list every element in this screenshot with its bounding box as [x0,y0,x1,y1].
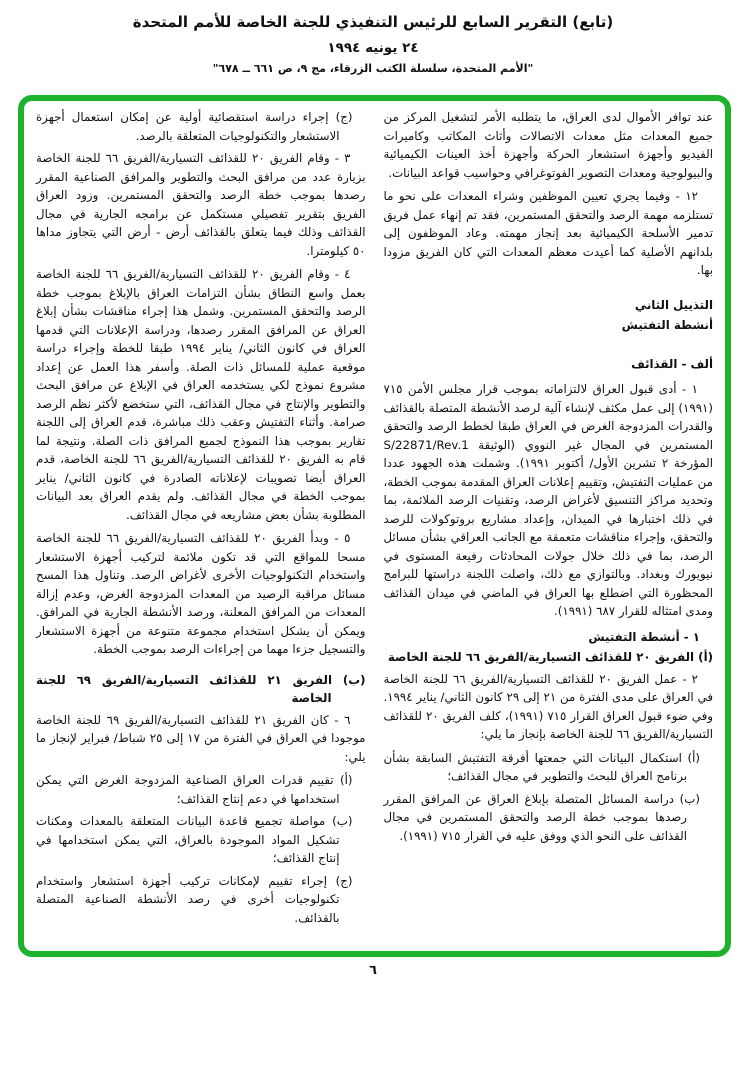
page-number: ٦ [369,963,377,978]
page-header [0,10,746,78]
heading-1-inspection-activities: ١ - أنشطة التفتيش [588,629,700,644]
report-title: (تابع) التقرير السابع للرئيس التنفيذي للجنة الخاصة للأمم المتحدة [132,13,614,31]
heading-inspection-activities: أنشطة التفتيش [621,318,713,332]
paragraph-1: ١ - أدى قبول العراق لالتزاماته بموجب قرار مجلس الأمن ٧١٥ (١٩٩١) إلى عمل مكثف لإنشاء آلية لرصد الأنشطة المتصلة بالقذائف والقدرات المزدوجة الغرض في العراق طبقا لخطط الرصد والتحقق المستمرين في المجال غير النووي (الوثيقة S/22871/Rev.1 المؤرخة ٢ تشرين الأول/ أكتوبر ١٩٩١). وشملت هذه الجهود عددا من عمليات التفتيش، وتقييم إعلانات العراق المقدمة بموجب الخطة، وتحديد مراكز التنسيق لأغراض الرصد، وتقنيات الرصد الملائمة، بما في ذلك اختبارها في الميدان، وإعداد مشاريع بروتوكولات للرصد والتحقق، وإجراء مناقشات متعمقة مع الجانب العراقي بشأن مسائل الرصد، بما في ذلك خلال جولات المحادثات رفيعة المستوى في نيويورك وبغداد. وبالتوازي مع ذلك، واصلت اللجنة دراستها للبرامج المحظورة التي اضطلع بها العراق في الماضي في ميدان القذائف ومدى امتثاله للقرار ٦٨٧ (١٩٩١). [383,382,713,618]
column-right [384,108,714,945]
list-item-alef-2: (أ) تقييم قدرات العراق الصناعية المزدوجة الغرض التي يمكن استخدامها في دعم إنتاج القذائف؛ [36,773,353,806]
list-item-jeem: (ج) إجراء دراسة استقصائية أولية عن إمكان استعمال أجهزة الاستشعار والتكنولوجيات المتعلقة بالرصد. [36,110,353,143]
column-left [36,108,366,945]
list-item-alef: (أ) استكمال البيانات التي جمعتها أفرقة التفتيش السابقة بشأن برنامج العراق للبحث والتطوير في مجال القذائف؛ [383,750,700,783]
paragraph-12: ١٢ - وفيما يجري تعيين الموظفين وشراء المعدات على نحو ما تستلزمه مهمة الرصد والتحقق المستمرين، فقد تم إنهاء عمل فريق تدمير الأسلحة الكيميائية بعد إنجاز مهمته. وعاد الموظفون إلى بلدانهم الأصلية كما أعيدت معظم المعدات التي كان الفريق مزودا بها. [383,189,713,277]
report-source-citation: "الأمم المتحدة، سلسلة الكتب الزرقاء، مج ٩، ص ٦٦١ ــ ٦٧٨" [212,62,534,75]
paragraph-6: ٦ - كان الفريق ٢١ للقذائف التسيارية/الفريق ٦٩ للجنة الخاصة موجودا في العراق في الفترة من ١٧ إلى ٢٥ شباط/ فبراير لإنجاز ما يلي: [36,712,366,764]
list-item-ba-2: (ب) مواصلة تجميع قاعدة البيانات المتعلقة بالمعدات ومكنات تشكيل المواد الموجودة بالعراق، التي يمكن استخدامها في إنتاج القذائف؛ [36,814,353,865]
paragraph-5: ٥ - وبدأ الفريق ٢٠ للقذائف التسيارية/الفريق ٦٦ للجنة الخاصة مسحا للمواقع التي قد تكون ملائمة لتركيب أجهزة الاستشعار واستخدام التكنولوجيات الأخرى لأغراض الرصد. وتناول هذا المسح مسائل مراقبة الرصيد من المعدات المزدوجة الغرض، وعدم إزالة المعدات من المرافق المعلنة، ورصد الأنشطة الجارية في المرافق. ويمكن أن يشكل استخدام مجموعة متنوعة من أجهزة الاستشعار والتسجيل جزءا مهما من إجراءات الرصد بموجب الخطة. [36,531,366,656]
list-item-ba: (ب) دراسة المسائل المتصلة بإبلاغ العراق عن المرافق المقرر رصدها بموجب خطة الرصد والتحقق المستمرين في مجال القذائف على النحو الذي ووفق عليه في القرار ٧١٥ (١٩٩١). [383,791,700,843]
paragraph-3: ٣ - وقام الفريق ٢٠ للقذائف التسيارية/الفريق ٦٦ للجنة الخاصة بزيارة عدد من مرافق البحث والتطوير والمرافق الصناعية المقرر رصدها بموجب خطة الرصد والتحقق المستمرين. وزود العراق الفريق بتقرير تفصيلي مستكمل عن برامجه الجارية في مجال القذائف وذلك فيما يتعلق بالقذائف أرض - أرض التي يتجاوز مداها ٥٠ كيلومترا. [36,151,366,258]
report-date: ٢٤ يونيه ١٩٩٤ [327,40,419,56]
two-column-text-area [36,108,713,945]
heading-b-team-21-69: (ب) الفريق ٢١ للقذائف التسيارية/الفريق ٦٩ للجنة الخاصة [36,672,366,705]
heading-a-team-20-66: (أ) الفريق ٢٠ للقذائف التسيارية/الفريق ٦٦ للجنة الخاصة [387,650,713,664]
list-item-jeem-2: (ج) إجراء تقييم لإمكانات تركيب أجهزة استشعار واستخدام تكنولوجيات أخرى في رصد الأنشطة الصناعية المتصلة بالقذائف. [36,873,353,925]
heading-section-alef-missiles: ألف - القذائف [631,356,713,371]
paragraph-4: ٤ - وقام الفريق ٢٠ للقذائف التسيارية/الفريق ٦٦ للجنة الخاصة بعمل واسع النطاق بشأن التزامات العراق بالإبلاغ بموجب خطة الرصد والتحقق المستمرين. وشمل هذا إجراء مناقشات بشأن إبلاغ العراق عن المرافق المقرر رصدها، ودراسة الإعلانات التي قدمها العراق في كانون الثاني/ يناير ١٩٩٤ طبقا للخطة وإجراء دراسة موقعية عملية للمسائل ذات الصلة. وأسفر هذا العمل عن إعداد مشروع نموذج لكي يستخدمه العراق في الإبلاغ عن مرافق البحث والتطوير والإنتاج في مجال القذائف، التي ستخضع لأكثر نظم الرصد صرامة. وأثناء التفتيش وعقب ذلك مباشرة، قدم العراق إلى اللجنة تقارير بموجب هذا النموذج لجميع المرافق ذات الصلة. ونتيجة لما قام به الفريق ٢٠ للقذائف التسيارية/الفريق ٦٦ للجنة الخاصة، قدم العراق أيضا تصويبات لإعلاناته الصادرة في كانون الثاني/ يناير بموجب الخطة في مجال القذائف. ولم يقدم العراق بعد البيانات المطلوبة بشأن بعض مشاريعه في مجال القذائف. [36,267,366,522]
paragraph-2: ٢ - عمل الفريق ٢٠ للقذائف التسيارية/الفريق ٦٦ للجنة الخاصة في العراق على مدى الفترة من ٢١ إلى ٢٩ كانون الثاني/ يناير ١٩٩٤. وفي ضوء قبول العراق القرار ٧١٥ (١٩٩١)، كلف الفريق ٢٠ للقذائف التسيارية/الفريق ٦٦ للجنة الخاصة بإنجاز ما يلي: [383,671,713,741]
green-content-frame [18,95,731,957]
heading-appendix-two: التذييل الثاني [634,297,713,312]
paragraph-continuation: عند توافر الأموال لدى العراق، ما يتطلبه الأمر لتشغيل المركز من جميع المعدات مثل معدات الاتصالات وأثاث المكاتب وكاميرات الفيديو وأجهزة استشعار الحركة وأجهزة أخذ العينات الكيميائية والبيولوجية ومعدات التصوير الفوتوغرافي وحواسيب قواعد البيانات. [383,110,713,180]
